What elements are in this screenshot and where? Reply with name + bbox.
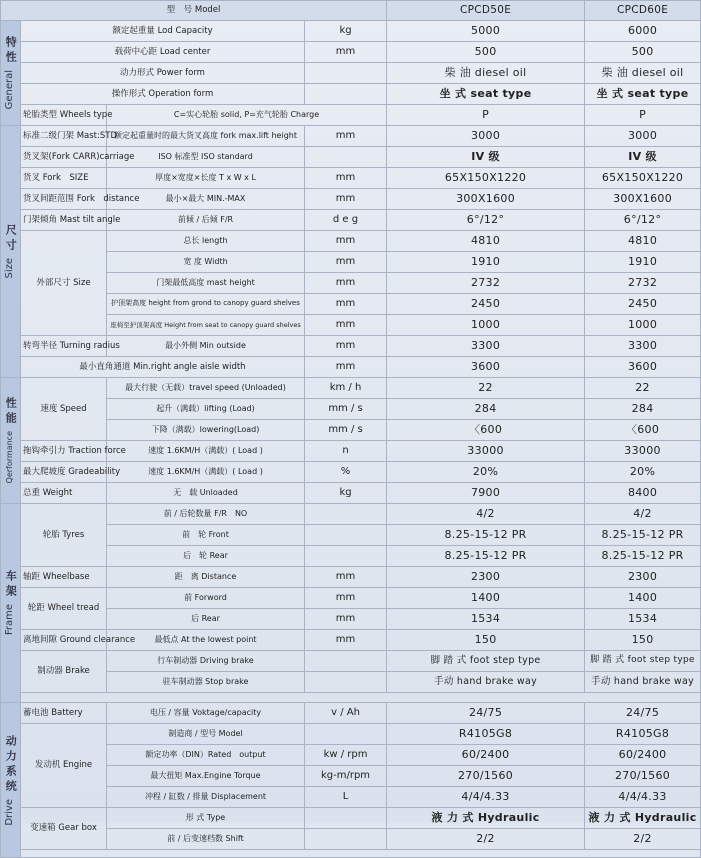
section-performance-cn: 性能 bbox=[4, 397, 18, 428]
row-bottom-spacer bbox=[1, 850, 701, 858]
sub-engine-model: 制造商 / 型号 Model bbox=[107, 724, 305, 745]
value-driving-brake-cpcd50e: 脚 踏 式 foot step type bbox=[387, 651, 585, 672]
value-fork-distance-cpcd50e: 300X1600 bbox=[387, 189, 585, 210]
unit-guard-seat: mm bbox=[305, 315, 387, 336]
sub-mast-std: 额定起重量时的最大货叉高度 fork max.lift height bbox=[107, 126, 305, 147]
value-mast-tilt-cpcd60e: 6°/12° bbox=[585, 210, 701, 231]
unit-tread-rear: mm bbox=[305, 609, 387, 630]
sub-wheels-type: C=实心轮胎 solid, P=充气轮胎 Charge bbox=[107, 105, 387, 126]
item-wheelbase: 轴距 Wheelbase bbox=[21, 567, 107, 588]
value-mast-std-cpcd50e: 3000 bbox=[387, 126, 585, 147]
value-load-capacity-cpcd50e: 5000 bbox=[387, 21, 585, 42]
sub-rated-output: 额定功率（DIN）Rated output bbox=[107, 745, 305, 766]
item-aisle-width: 最小直角通道 Min.right angle aisle width bbox=[21, 357, 305, 378]
sub-fork-distance: 最小×最大 MIN.-MAX bbox=[107, 189, 305, 210]
row-fork-carriage bbox=[1, 147, 701, 168]
value-ground-clearance-cpcd50e: 150 bbox=[387, 630, 585, 651]
row-load-center bbox=[1, 42, 701, 63]
value-load-center-cpcd60e: 500 bbox=[585, 42, 701, 63]
sub-tyre-no: 前 / 后轮数量 F/R NO bbox=[107, 504, 305, 525]
value-fork-size-cpcd50e: 65X150X1220 bbox=[387, 168, 585, 189]
item-fork-size: 货叉 Fork SIZE bbox=[21, 168, 107, 189]
unit-length: mm bbox=[305, 231, 387, 252]
unit-fork-carriage bbox=[305, 147, 387, 168]
sub-tread-front: 前 Forword bbox=[107, 588, 305, 609]
sub-traction: 速度 1.6KM/H（满载）( Load ) bbox=[107, 441, 305, 462]
section-general-en: General bbox=[4, 70, 16, 110]
unit-operation-form bbox=[305, 84, 387, 105]
model-label: 型 号 Model bbox=[1, 1, 387, 21]
value-tread-front-cpcd50e: 1400 bbox=[387, 588, 585, 609]
sub-weight: 无 载 Unloaded bbox=[107, 483, 305, 504]
value-lifting-cpcd50e: 284 bbox=[387, 399, 585, 420]
value-guard-seat-cpcd60e: 1000 bbox=[585, 315, 701, 336]
unit-power-form bbox=[305, 63, 387, 84]
value-tread-rear-cpcd60e: 1534 bbox=[585, 609, 701, 630]
item-operation-form: 操作形式 Operation form bbox=[21, 84, 305, 105]
unit-rated-output: kw / rpm bbox=[305, 745, 387, 766]
unit-traction: n bbox=[305, 441, 387, 462]
sub-stop-brake: 驻车制动器 Stop brake bbox=[107, 672, 305, 693]
value-travel-speed-cpcd60e: 22 bbox=[585, 378, 701, 399]
item-power-form: 动力形式 Power form bbox=[21, 63, 305, 84]
row-load-capacity bbox=[1, 21, 701, 42]
value-displacement-cpcd60e: 4/4/4.33 bbox=[585, 787, 701, 808]
row-wheelbase bbox=[1, 567, 701, 588]
value-gradeability-cpcd60e: 20% bbox=[585, 462, 701, 483]
value-power-form-cpcd50e: 柴 油 diesel oil bbox=[387, 63, 585, 84]
row-power-form bbox=[1, 63, 701, 84]
unit-load-capacity: kg bbox=[305, 21, 387, 42]
value-lowering-cpcd60e: 〈600 bbox=[585, 420, 701, 441]
unit-weight: kg bbox=[305, 483, 387, 504]
value-fork-size-cpcd60e: 65X150X1220 bbox=[585, 168, 701, 189]
value-tyre-no-cpcd60e: 4/2 bbox=[585, 504, 701, 525]
unit-guard-ground: mm bbox=[305, 294, 387, 315]
value-engine-model-cpcd50e: R4105G8 bbox=[387, 724, 585, 745]
sub-guard-seat: 座椅至护顶架高度 Height from seat to canopy guard shelves bbox=[107, 315, 305, 336]
unit-driving-brake bbox=[305, 651, 387, 672]
item-wheel-tread: 轮距 Wheel tread bbox=[21, 588, 107, 630]
item-weight: 总重 Weight bbox=[21, 483, 107, 504]
value-mast-tilt-cpcd50e: 6°/12° bbox=[387, 210, 585, 231]
value-turning-radius-cpcd60e: 3300 bbox=[585, 336, 701, 357]
item-ground-clearance: 离地间隙 Ground clearance bbox=[21, 630, 107, 651]
unit-gear-shift bbox=[305, 829, 387, 850]
value-power-form-cpcd60e: 柴 油 diesel oil bbox=[585, 63, 701, 84]
value-wheels-type-cpcd50e: P bbox=[387, 105, 585, 126]
unit-ground-clearance: mm bbox=[305, 630, 387, 651]
row-operation-form bbox=[1, 84, 701, 105]
value-tyre-no-cpcd50e: 4/2 bbox=[387, 504, 585, 525]
value-ground-clearance-cpcd60e: 150 bbox=[585, 630, 701, 651]
value-guard-ground-cpcd60e: 2450 bbox=[585, 294, 701, 315]
value-aisle-width-cpcd60e: 3600 bbox=[585, 357, 701, 378]
item-brake: 制动器 Brake bbox=[21, 651, 107, 693]
unit-stop-brake bbox=[305, 672, 387, 693]
value-wheels-type-cpcd60e: P bbox=[585, 105, 701, 126]
value-width-cpcd60e: 1910 bbox=[585, 252, 701, 273]
unit-engine-model bbox=[305, 724, 387, 745]
row-weight bbox=[1, 483, 701, 504]
row-driving-brake bbox=[1, 651, 701, 672]
value-turning-radius-cpcd50e: 3300 bbox=[387, 336, 585, 357]
section-performance bbox=[1, 378, 21, 504]
unit-turning-radius: mm bbox=[305, 336, 387, 357]
section-drive-cn: 动力系统 bbox=[4, 734, 18, 795]
sub-mast-height: 门架最低高度 mast height bbox=[107, 273, 305, 294]
bottom-spacer bbox=[21, 850, 701, 858]
value-gear-type-cpcd50e: 液 力 式 Hydraulic bbox=[387, 808, 585, 829]
value-fork-carriage-cpcd60e: IV 级 bbox=[585, 147, 701, 168]
item-mast-tilt: 门架倾角 Mast tilt angle bbox=[21, 210, 107, 231]
value-aisle-width-cpcd50e: 3600 bbox=[387, 357, 585, 378]
sub-mast-tilt: 前倾 / 后倾 F/R bbox=[107, 210, 305, 231]
sub-driving-brake: 行车制动器 Driving brake bbox=[107, 651, 305, 672]
value-battery-cpcd50e: 24/75 bbox=[387, 703, 585, 724]
sub-wheelbase: 距 离 Distance bbox=[107, 567, 305, 588]
value-gear-shift-cpcd60e: 2/2 bbox=[585, 829, 701, 850]
section-general-cn: 特性 bbox=[4, 36, 18, 67]
unit-displacement: L bbox=[305, 787, 387, 808]
value-operation-form-cpcd50e: 坐 式 seat type bbox=[387, 84, 585, 105]
value-traction-cpcd60e: 33000 bbox=[585, 441, 701, 462]
item-turning-radius: 转弯半径 Turning radius bbox=[21, 336, 107, 357]
item-load-center: 载荷中心距 Load center bbox=[21, 42, 305, 63]
sub-fork-carriage: ISO 标准型 ISO standard bbox=[107, 147, 305, 168]
unit-tyre-front bbox=[305, 525, 387, 546]
model-cpcd50e: CPCD50E bbox=[387, 1, 585, 21]
unit-tread-front: mm bbox=[305, 588, 387, 609]
value-tyre-front-cpcd50e: 8.25-15-12 PR bbox=[387, 525, 585, 546]
sub-tyre-rear: 后 轮 Rear bbox=[107, 546, 305, 567]
sub-gear-shift: 前 / 后变速档数 Shift bbox=[107, 829, 305, 850]
value-weight-cpcd60e: 8400 bbox=[585, 483, 701, 504]
value-lowering-cpcd50e: 〈600 bbox=[387, 420, 585, 441]
item-wheels-type: 轮胎类型 Wheels type bbox=[21, 105, 107, 126]
value-load-capacity-cpcd60e: 6000 bbox=[585, 21, 701, 42]
row-length bbox=[1, 231, 701, 252]
section-drive-en: Drive bbox=[4, 798, 16, 826]
unit-fork-size: mm bbox=[305, 168, 387, 189]
section-performance-en: Qerformance bbox=[5, 431, 15, 484]
unit-wheelbase: mm bbox=[305, 567, 387, 588]
section-size-cn: 尺寸 bbox=[4, 224, 18, 255]
sub-guard-ground: 护顶架高度 height from grond to canopy guard shelves bbox=[107, 294, 305, 315]
value-tyre-rear-cpcd50e: 8.25-15-12 PR bbox=[387, 546, 585, 567]
unit-load-center: mm bbox=[305, 42, 387, 63]
value-mast-height-cpcd50e: 2732 bbox=[387, 273, 585, 294]
unit-mast-std: mm bbox=[305, 126, 387, 147]
row-aisle-width bbox=[1, 357, 701, 378]
unit-gear-type bbox=[305, 808, 387, 829]
section-frame bbox=[1, 504, 21, 703]
row-fork-distance bbox=[1, 189, 701, 210]
value-mast-height-cpcd60e: 2732 bbox=[585, 273, 701, 294]
value-weight-cpcd50e: 7900 bbox=[387, 483, 585, 504]
value-wheelbase-cpcd50e: 2300 bbox=[387, 567, 585, 588]
value-max-torque-cpcd60e: 270/1560 bbox=[585, 766, 701, 787]
value-engine-model-cpcd60e: R4105G8 bbox=[585, 724, 701, 745]
header-row bbox=[1, 1, 701, 21]
unit-gradeability: % bbox=[305, 462, 387, 483]
item-traction: 拖钩牵引力 Traction force bbox=[21, 441, 107, 462]
row-ground-clearance bbox=[1, 630, 701, 651]
unit-width: mm bbox=[305, 252, 387, 273]
unit-tyre-rear bbox=[305, 546, 387, 567]
value-rated-output-cpcd50e: 60/2400 bbox=[387, 745, 585, 766]
item-fork-carriage: 货叉架(Fork CARR)carriage bbox=[21, 147, 107, 168]
section-size-en: Size bbox=[4, 258, 16, 279]
value-lifting-cpcd60e: 284 bbox=[585, 399, 701, 420]
value-stop-brake-cpcd60e: 手动 hand brake way bbox=[585, 672, 701, 693]
item-gradeability: 最大爬坡度 Gradeability bbox=[21, 462, 107, 483]
row-battery bbox=[1, 703, 701, 724]
section-frame-en: Frame bbox=[4, 604, 16, 636]
row-gradeability bbox=[1, 462, 701, 483]
row-traction bbox=[1, 441, 701, 462]
sub-gradeability: 速度 1.6KM/H（满载）( Load ) bbox=[107, 462, 305, 483]
unit-lowering: mm / s bbox=[305, 420, 387, 441]
sub-ground-clearance: 最低点 At the lowest point bbox=[107, 630, 305, 651]
value-gear-type-cpcd60e: 液 力 式 Hydraulic bbox=[585, 808, 701, 829]
value-max-torque-cpcd50e: 270/1560 bbox=[387, 766, 585, 787]
sub-displacement: 冲程 / 缸数 / 排量 Displacement bbox=[107, 787, 305, 808]
item-speed: 速度 Speed bbox=[21, 378, 107, 441]
item-battery: 蓄电池 Battery bbox=[21, 703, 107, 724]
unit-travel-speed: km / h bbox=[305, 378, 387, 399]
value-gear-shift-cpcd50e: 2/2 bbox=[387, 829, 585, 850]
frame-spacer bbox=[21, 693, 701, 703]
sub-lowering: 下降（满载）lowering(Load) bbox=[107, 420, 305, 441]
value-length-cpcd50e: 4810 bbox=[387, 231, 585, 252]
value-rated-output-cpcd60e: 60/2400 bbox=[585, 745, 701, 766]
unit-max-torque: kg-m/rpm bbox=[305, 766, 387, 787]
sub-tread-rear: 后 Rear bbox=[107, 609, 305, 630]
value-fork-distance-cpcd60e: 300X1600 bbox=[585, 189, 701, 210]
section-size bbox=[1, 126, 21, 378]
value-guard-ground-cpcd50e: 2450 bbox=[387, 294, 585, 315]
value-guard-seat-cpcd50e: 1000 bbox=[387, 315, 585, 336]
sub-gear-type: 形 式 Type bbox=[107, 808, 305, 829]
item-load-capacity: 额定起重量 Lod Capacity bbox=[21, 21, 305, 42]
item-gear-box: 变速箱 Gear box bbox=[21, 808, 107, 850]
value-fork-carriage-cpcd50e: IV 级 bbox=[387, 147, 585, 168]
value-operation-form-cpcd60e: 坐 式 seat type bbox=[585, 84, 701, 105]
value-traction-cpcd50e: 33000 bbox=[387, 441, 585, 462]
value-mast-std-cpcd60e: 3000 bbox=[585, 126, 701, 147]
sub-length: 总长 length bbox=[107, 231, 305, 252]
sub-battery: 电压 / 容量 Voktage/capacity bbox=[107, 703, 305, 724]
row-mast-tilt bbox=[1, 210, 701, 231]
row-gear-type bbox=[1, 808, 701, 829]
value-displacement-cpcd50e: 4/4/4.33 bbox=[387, 787, 585, 808]
value-battery-cpcd60e: 24/75 bbox=[585, 703, 701, 724]
row-tyre-no bbox=[1, 504, 701, 525]
sub-tyre-front: 前 轮 Front bbox=[107, 525, 305, 546]
value-travel-speed-cpcd50e: 22 bbox=[387, 378, 585, 399]
value-driving-brake-cpcd60e: 脚 踏 式 foot step type bbox=[585, 651, 701, 672]
value-tread-front-cpcd60e: 1400 bbox=[585, 588, 701, 609]
section-frame-cn: 车架 bbox=[4, 570, 18, 601]
row-wheels-type bbox=[1, 105, 701, 126]
model-cpcd60e: CPCD60E bbox=[585, 1, 701, 21]
item-tyres: 轮胎 Tyres bbox=[21, 504, 107, 567]
value-wheelbase-cpcd60e: 2300 bbox=[585, 567, 701, 588]
item-outer-size: 外部尺寸 Size bbox=[21, 231, 107, 336]
sub-max-torque: 最大扭矩 Max.Engine Torque bbox=[107, 766, 305, 787]
sub-travel-speed: 最大行驶（无载）travel speed (Unloaded) bbox=[107, 378, 305, 399]
item-engine: 发动机 Engine bbox=[21, 724, 107, 808]
sub-width: 宽 度 Width bbox=[107, 252, 305, 273]
section-general bbox=[1, 21, 21, 126]
unit-mast-tilt: d e g bbox=[305, 210, 387, 231]
value-tread-rear-cpcd50e: 1534 bbox=[387, 609, 585, 630]
row-turning-radius bbox=[1, 336, 701, 357]
item-mast-std: 标准二级门架 Mast:STD bbox=[21, 126, 107, 147]
value-width-cpcd50e: 1910 bbox=[387, 252, 585, 273]
value-load-center-cpcd50e: 500 bbox=[387, 42, 585, 63]
unit-aisle-width: mm bbox=[305, 357, 387, 378]
unit-mast-height: mm bbox=[305, 273, 387, 294]
value-gradeability-cpcd50e: 20% bbox=[387, 462, 585, 483]
row-travel-speed bbox=[1, 378, 701, 399]
item-fork-distance: 货叉间距范围 Fork distance bbox=[21, 189, 107, 210]
sub-fork-size: 厚度×宽度×长度 T x W x L bbox=[107, 168, 305, 189]
value-length-cpcd60e: 4810 bbox=[585, 231, 701, 252]
unit-battery: v / Ah bbox=[305, 703, 387, 724]
sub-lifting: 起升（满载）lifting (Load) bbox=[107, 399, 305, 420]
row-tread-front bbox=[1, 588, 701, 609]
value-tyre-rear-cpcd60e: 8.25-15-12 PR bbox=[585, 546, 701, 567]
row-engine-model bbox=[1, 724, 701, 745]
value-tyre-front-cpcd60e: 8.25-15-12 PR bbox=[585, 525, 701, 546]
row-fork-size bbox=[1, 168, 701, 189]
unit-fork-distance: mm bbox=[305, 189, 387, 210]
sub-turning-radius: 最小外侧 Min outside bbox=[107, 336, 305, 357]
unit-tyre-no bbox=[305, 504, 387, 525]
section-drive bbox=[1, 703, 21, 858]
row-mast-std bbox=[1, 126, 701, 147]
unit-lifting: mm / s bbox=[305, 399, 387, 420]
value-stop-brake-cpcd50e: 手动 hand brake way bbox=[387, 672, 585, 693]
row-frame-spacer bbox=[1, 693, 701, 703]
